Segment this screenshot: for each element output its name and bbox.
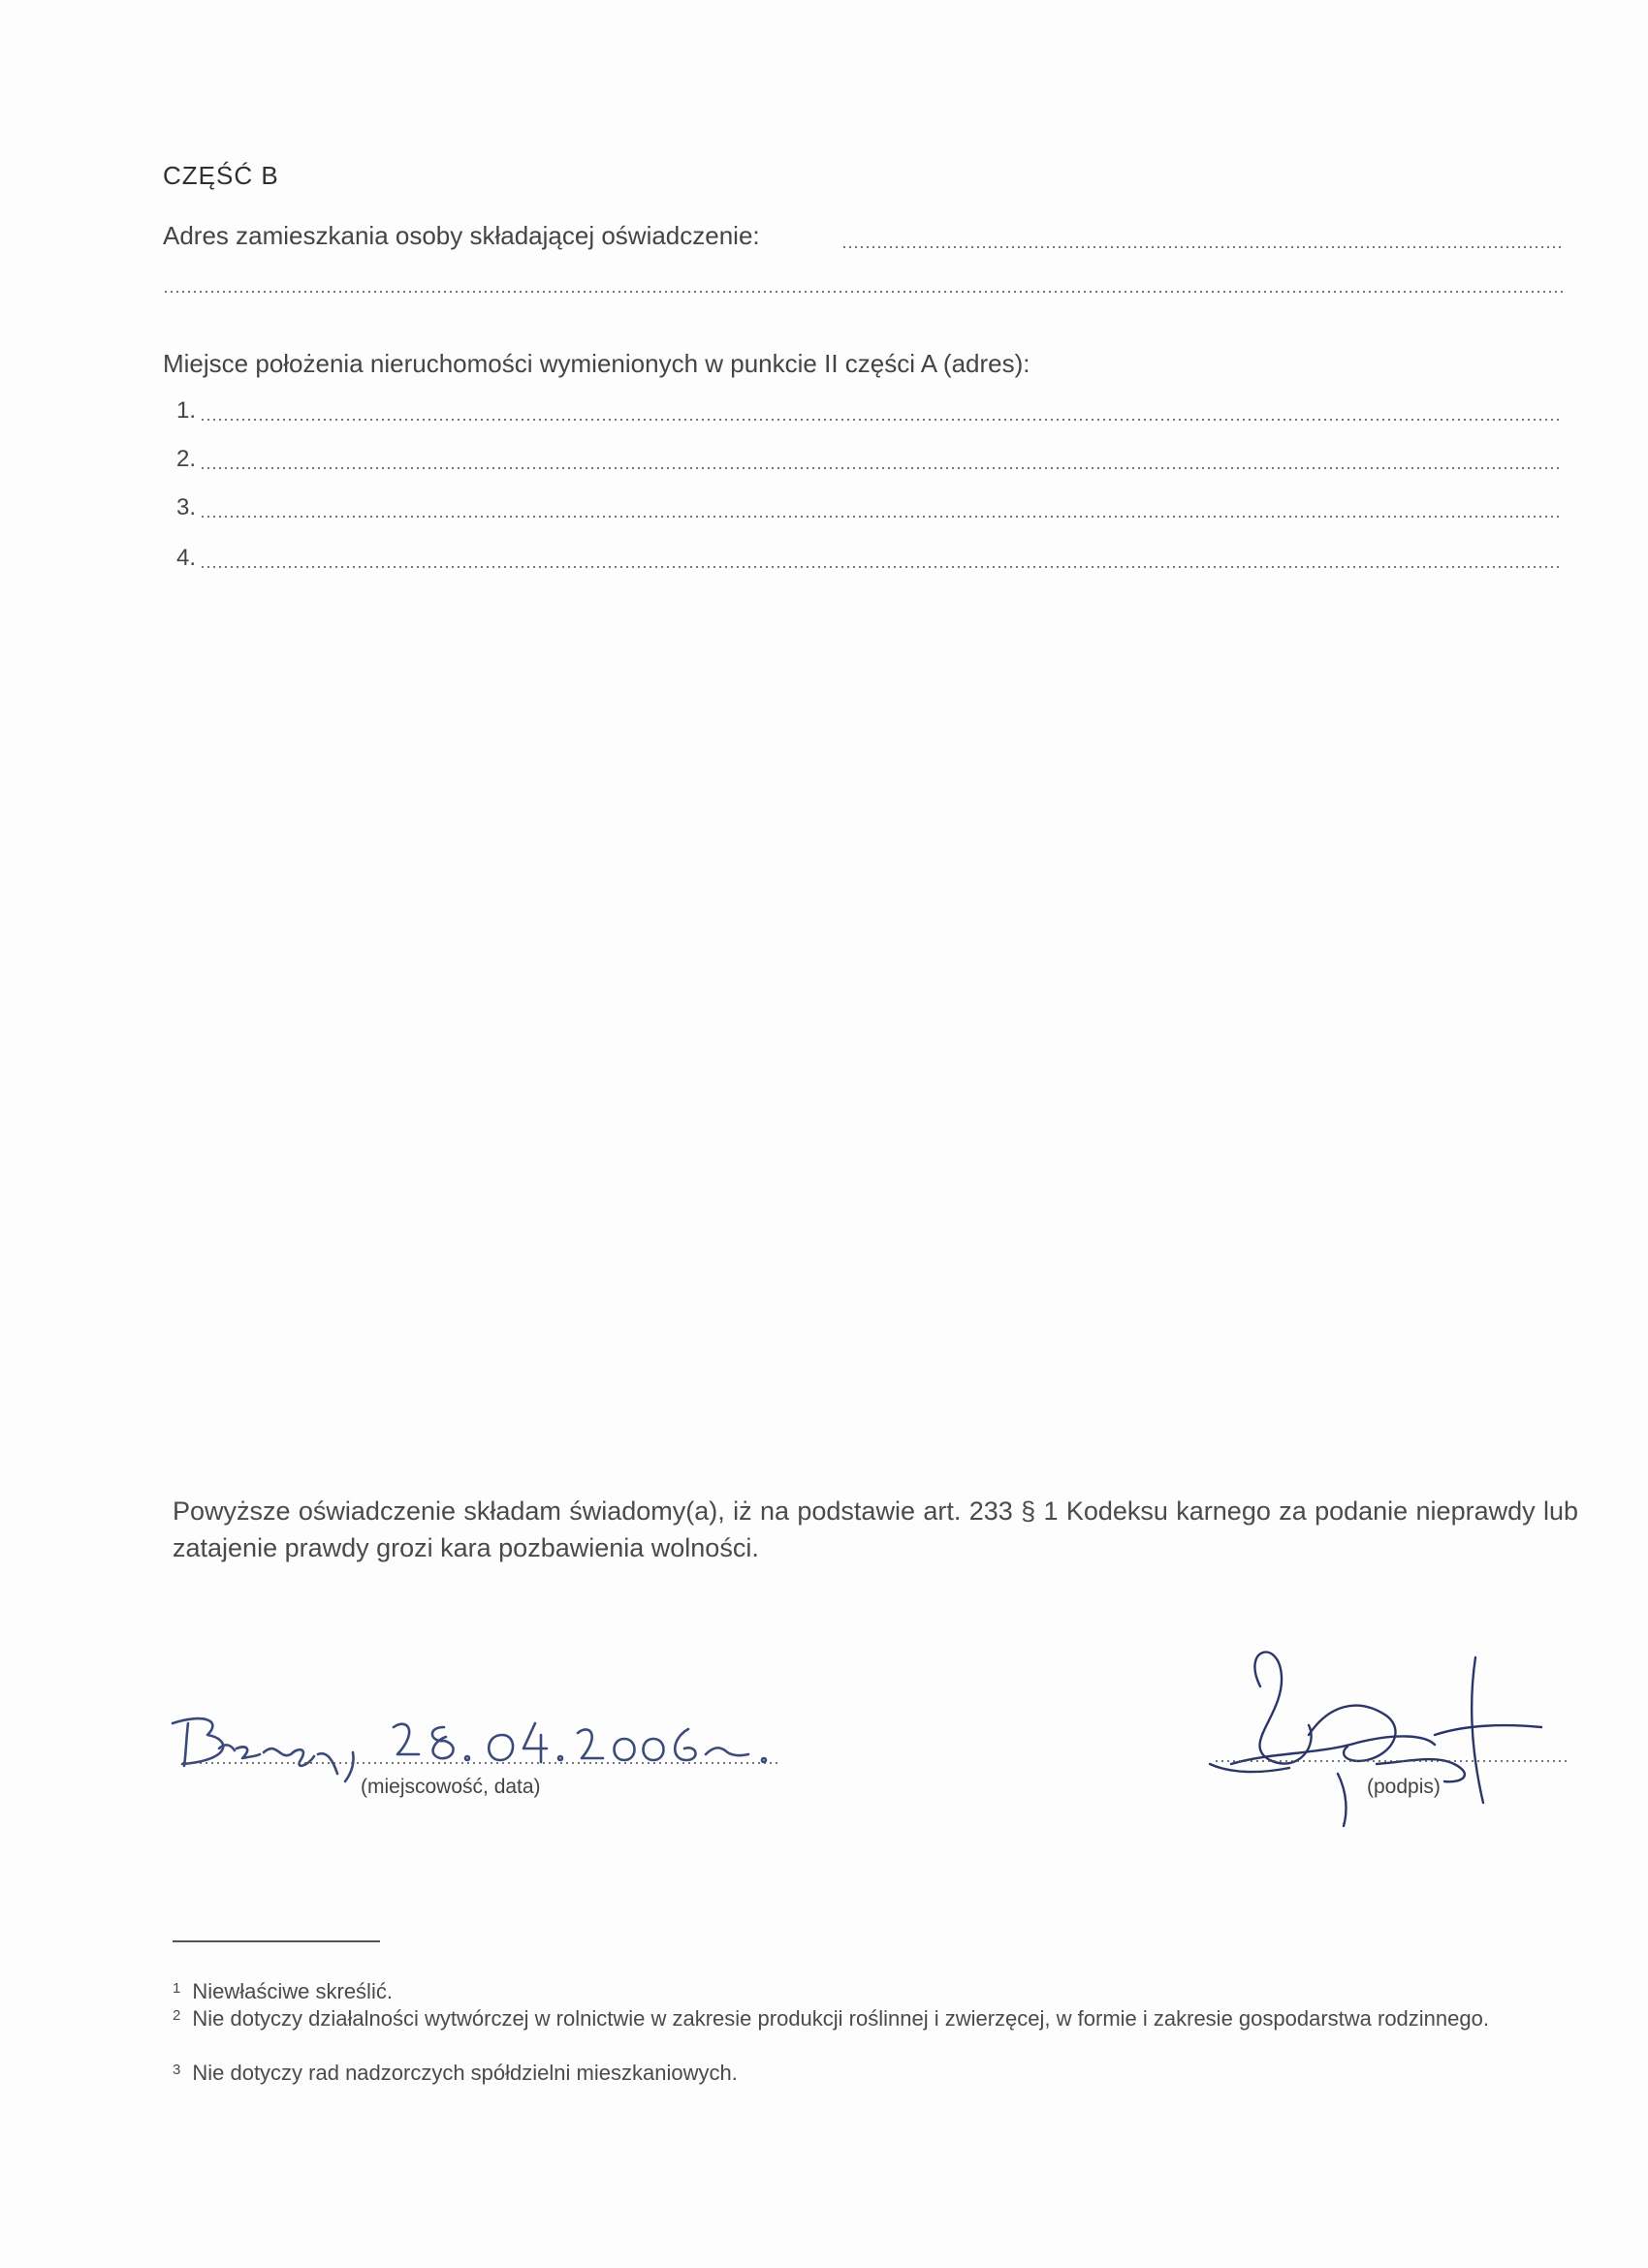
property-item-number: 4. xyxy=(176,545,197,571)
footnote-number: 3 xyxy=(173,2062,181,2078)
place-date-caption: (miejscowość, data) xyxy=(361,1776,541,1798)
footnote-divider xyxy=(173,1940,380,1942)
footnote-3 xyxy=(173,2057,1598,2087)
property-item-number: 1. xyxy=(176,397,197,424)
address-line-2[interactable] xyxy=(163,291,1563,293)
property-item-number: 2. xyxy=(176,446,197,472)
handwritten-signature xyxy=(1202,1619,1570,1832)
footnote-1 xyxy=(173,1975,1598,2005)
footnote-2 xyxy=(173,2002,1578,2032)
statement-paragraph: Powyższe oświadczenie składam świadomy(a), iż na podstawie art. 233 § 1 Kodeksu karnego za podanie nieprawdy lub zatajenie prawdy grozi kara pozbawienia wolności. xyxy=(173,1496,1578,1562)
footnote-text: Nie dotyczy rad nadzorczych spółdzielni mieszkaniowych. xyxy=(192,2061,738,2085)
address-line-1[interactable] xyxy=(841,246,1563,248)
footnote-number: 1 xyxy=(173,1980,181,1997)
footnote-text: Niewłaściwe skreślić. xyxy=(192,1979,393,2003)
section-heading: CZĘŚĆ B xyxy=(163,161,279,190)
place-date-line[interactable] xyxy=(180,1762,781,1764)
property-item-number: 3. xyxy=(176,494,197,520)
address-label: Adres zamieszkania osoby składającej oświadczenie: xyxy=(163,221,760,250)
signature-caption: (podpis) xyxy=(1367,1776,1441,1798)
property-label: Miejsce położenia nieruchomości wymienionych w punkcie II części A (adres): xyxy=(163,349,1030,378)
footnote-text: Nie dotyczy działalności wytwórczej w rolnictwie w zakresie produkcji roślinnej i zwierzęcej, w formie i zakresie gospodarstwa rodzinnego. xyxy=(192,2006,1489,2031)
property-line-2[interactable] xyxy=(200,467,1563,469)
property-line-3[interactable] xyxy=(200,516,1563,518)
signature-line[interactable] xyxy=(1214,1760,1567,1762)
property-line-1[interactable] xyxy=(200,419,1563,421)
footnote-number: 2 xyxy=(173,2007,181,2024)
property-line-4[interactable] xyxy=(200,566,1563,568)
